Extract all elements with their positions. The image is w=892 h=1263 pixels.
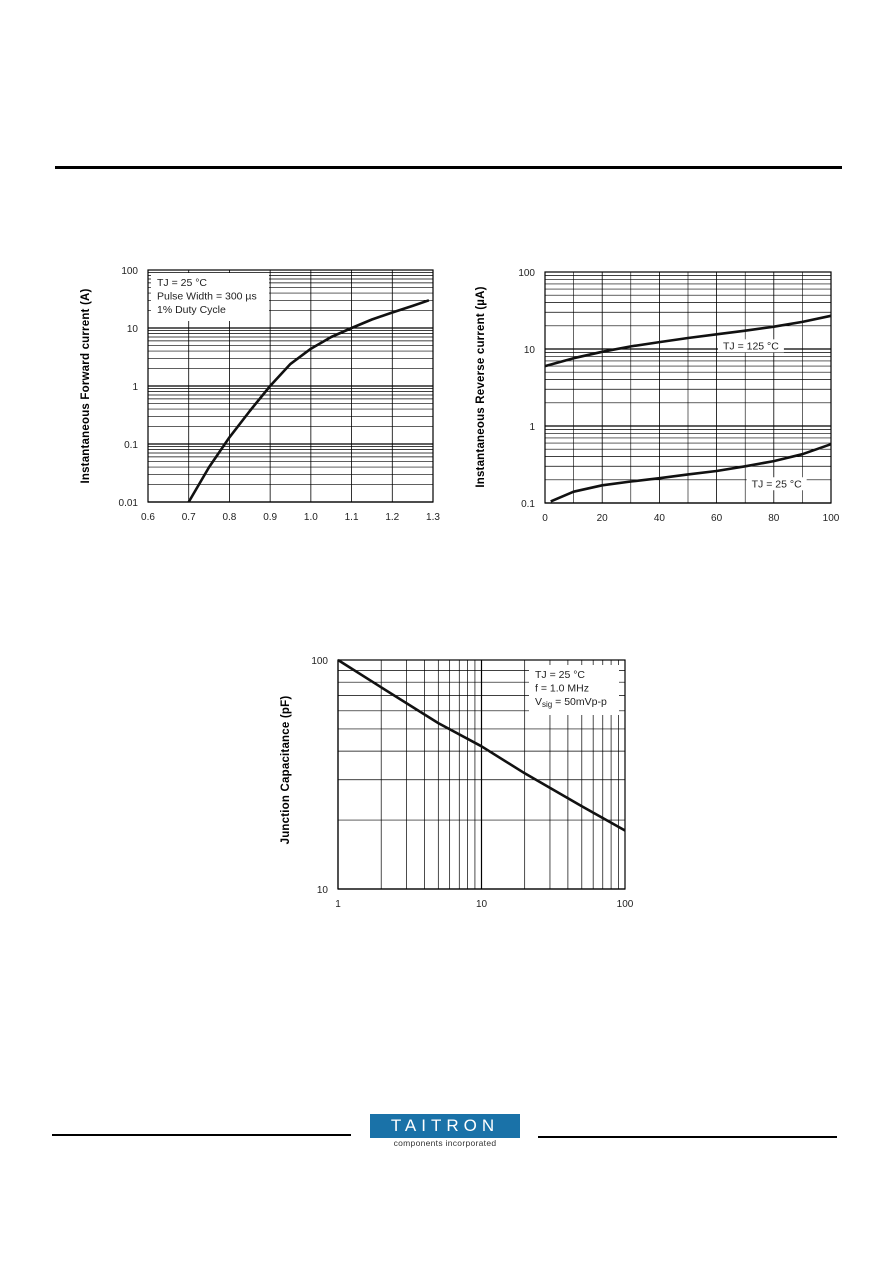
- y-tick-label: 1: [132, 382, 138, 393]
- y-tick-label: 100: [311, 656, 328, 667]
- y-tick-label: 100: [518, 268, 535, 279]
- y-tick-label: 0.01: [118, 498, 138, 509]
- annotation-text: f = 1.0 MHz: [535, 682, 589, 695]
- x-tick-label: 1.1: [344, 512, 359, 523]
- x-tick-label: 40: [653, 513, 665, 524]
- y-tick-label: 100: [121, 266, 138, 277]
- taitron-logo: TAITRON: [370, 1114, 520, 1138]
- y-tick-label: 10: [126, 324, 138, 335]
- annotation-text: TJ = 25 °C: [535, 669, 586, 681]
- x-tick-label: 60: [711, 513, 723, 524]
- x-tick-label: 0.6: [141, 512, 155, 523]
- annotation-text: TJ = 25 °C: [157, 277, 208, 289]
- y-tick-label: 10: [316, 885, 328, 896]
- x-tick-label: 1.3: [426, 512, 440, 523]
- chart-3: [280, 656, 634, 910]
- y-tick-label: 0.1: [124, 440, 138, 451]
- x-tick-label: 100: [822, 513, 840, 524]
- annotation-text: Vsig = 50mVp-p: [535, 696, 607, 709]
- y-tick-label: 1: [529, 422, 535, 433]
- footer-rule-left: [52, 1134, 351, 1136]
- x-tick-label: 1.0: [303, 512, 318, 523]
- chart-1: [80, 266, 440, 523]
- x-tick-label: 100: [616, 899, 634, 910]
- logo-tagline: components incorporated: [393, 1138, 497, 1148]
- series-label: TJ = 125 °C: [722, 340, 779, 353]
- annotation-text: 1% Duty Cycle: [157, 304, 226, 316]
- series-line-2: [551, 444, 831, 501]
- x-tick-label: 1.2: [385, 512, 400, 523]
- x-tick-label: 1: [335, 899, 341, 910]
- x-tick-label: 0.9: [263, 512, 278, 523]
- chart-2: [475, 268, 840, 524]
- y-tick-label: 10: [523, 345, 535, 356]
- y-axis-label: Junction Capacitance (pF): [280, 695, 292, 845]
- x-tick-label: 80: [768, 513, 780, 524]
- y-axis-label: Instantaneous Forward current (A): [80, 288, 92, 484]
- footer-rule-right: [538, 1136, 837, 1138]
- x-tick-label: 10: [475, 899, 488, 910]
- x-tick-label: 0.7: [181, 512, 196, 523]
- x-tick-label: 0: [542, 513, 548, 524]
- y-tick-label: 0.1: [521, 499, 535, 510]
- y-axis-label: Instantaneous Reverse current (µA): [475, 286, 487, 488]
- x-tick-label: 20: [596, 513, 608, 524]
- annotation-text: Pulse Width = 300 µs: [157, 290, 257, 303]
- series-label: TJ = 25 °C: [751, 478, 802, 491]
- grid: [545, 272, 831, 503]
- x-tick-label: 0.8: [222, 512, 237, 523]
